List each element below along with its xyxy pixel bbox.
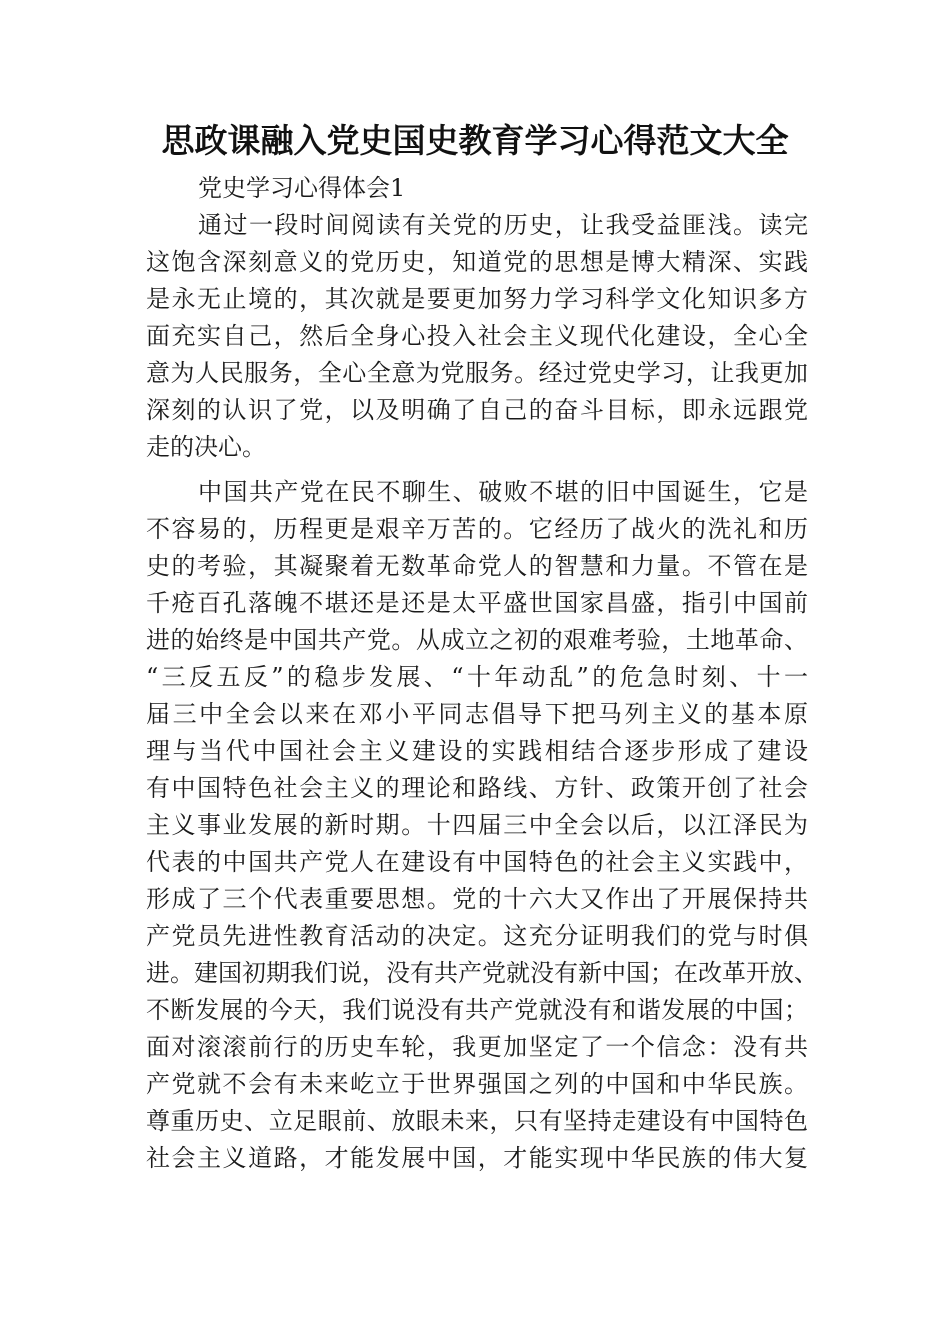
paragraph-line: 产党员先进性教育活动的决定。这充分证明我们的党与时俱 xyxy=(146,922,808,950)
paragraph-line: 面充实自己，然后全身心投入社会主义现代化建设，全心全 xyxy=(146,322,808,350)
paragraph-line: 主义事业发展的新时期。十四届三中全会以后，以江泽民为 xyxy=(146,811,808,839)
section-heading: 党史学习心得体会1 xyxy=(198,174,406,202)
paragraph-line: 史的考验，其凝聚着无数革命党人的智慧和力量。不管在是 xyxy=(146,552,808,580)
paragraph-line: 面对滚滚前行的历史车轮，我更加坚定了一个信念：没有共 xyxy=(146,1033,808,1061)
paragraph-line: 进的始终是中国共产党。从成立之初的艰难考验，土地革命、 xyxy=(146,626,808,654)
paragraph-2 xyxy=(146,474,818,1177)
paragraph-line: 走的决心。 xyxy=(146,433,266,461)
paragraph-line: 千疮百孔落魄不堪还是还是太平盛世国家昌盛，指引中国前 xyxy=(146,589,808,617)
paragraph-line: 理与当代中国社会主义建设的实践相结合逐步形成了建设 xyxy=(146,737,808,765)
paragraph-line: 深刻的认识了党，以及明确了自己的奋斗目标，即永远跟党 xyxy=(146,396,808,424)
paragraph-line: 通过一段时间阅读有关党的历史，让我受益匪浅。读完 xyxy=(198,211,808,239)
paragraph-line: 有中国特色社会主义的理论和路线、方针、政策开创了社会 xyxy=(146,774,808,802)
paragraph-line: 届三中全会以来在邓小平同志倡导下把马列主义的基本原 xyxy=(146,700,808,728)
section-heading-block xyxy=(146,170,808,207)
paragraph-line: 是永无止境的，其次就是要更加努力学习科学文化知识多方 xyxy=(146,285,808,313)
paragraph-line: 产党就不会有未来屹立于世界强国之列的中国和中华民族。 xyxy=(146,1070,808,1098)
paragraph-line: 不容易的，历程更是艰辛万苦的。它经历了战火的洗礼和历 xyxy=(146,515,808,543)
paragraph-line: 中国共产党在民不聊生、破败不堪的旧中国诞生，它是 xyxy=(198,478,808,506)
paragraph-1 xyxy=(146,207,808,466)
document-title: 思政课融入党史国史教育学习心得范文大全 xyxy=(161,121,789,160)
paragraph-line: 尊重历史、立足眼前、放眼未来，只有坚持走建设有中国特色 xyxy=(146,1107,808,1135)
paragraph-line: “三反五反”的稳步发展、“十年动乱”的危急时刻、十一 xyxy=(146,663,808,691)
paragraph-line: 形成了三个代表重要思想。党的十六大又作出了开展保持共 xyxy=(146,885,808,913)
paragraph-line: 进。建国初期我们说，没有共产党就没有新中国；在改革开放、 xyxy=(146,959,818,987)
paragraph-line: 这饱含深刻意义的党历史，知道党的思想是博大精深、实践 xyxy=(146,248,808,276)
paragraph-line: 意为人民服务，全心全意为党服务。经过党史学习，让我更加 xyxy=(146,359,808,387)
paragraph-line: 不断发展的今天，我们说没有共产党就没有和谐发展的中国； xyxy=(146,996,808,1024)
paragraph-line: 社会主义道路，才能发展中国，才能实现中华民族的伟大复 xyxy=(146,1144,808,1172)
paragraph-line: 代表的中国共产党人在建设有中国特色的社会主义实践中， xyxy=(146,848,808,876)
